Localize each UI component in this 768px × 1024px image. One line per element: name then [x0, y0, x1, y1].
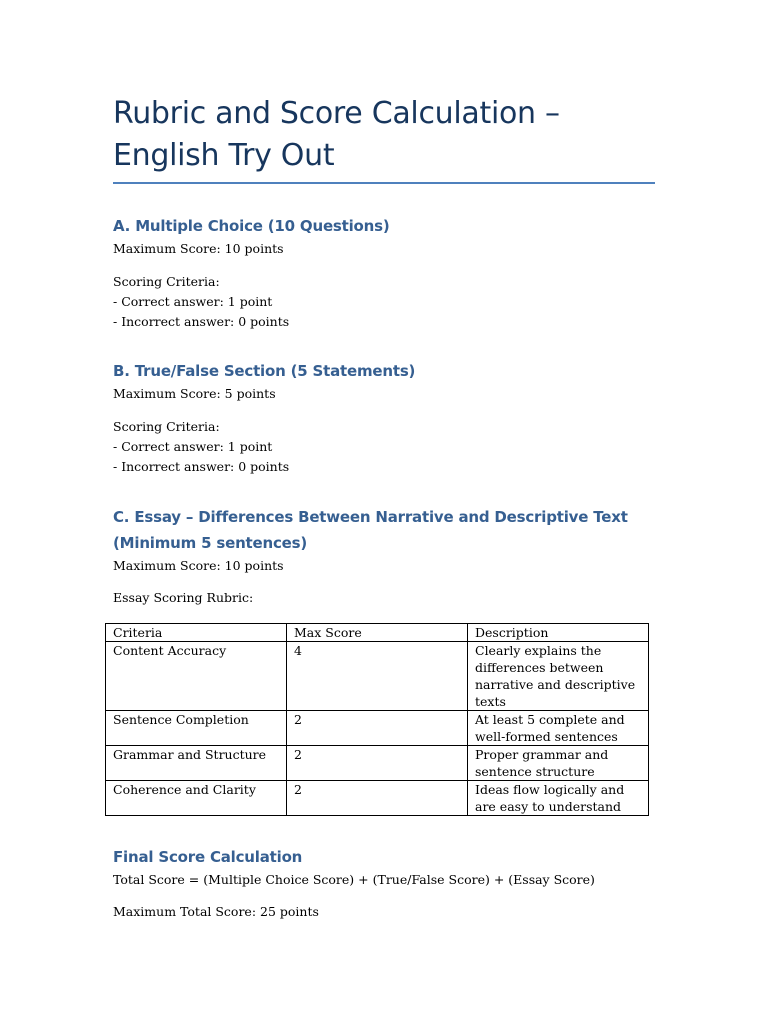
table-cell-max-score: 2: [287, 746, 468, 781]
table-cell-description: Clearly explains the differences between narrative and descriptive texts: [468, 642, 649, 711]
table-cell-criteria: Content Accuracy: [106, 642, 287, 711]
table-cell-criteria: Coherence and Clarity: [106, 781, 287, 816]
title-underline: [113, 182, 655, 184]
section-b-criterion-incorrect: - Incorrect answer: 0 points: [113, 459, 290, 474]
essay-rubric-table: [105, 623, 649, 816]
final-max-total-score: Maximum Total Score: 25 points: [113, 904, 319, 919]
section-c-heading: C. Essay – Differences Between Narrative and Descriptive Text (Minimum 5 sentences): [113, 508, 628, 552]
section-c-max-score: Maximum Score: 10 points: [113, 558, 284, 573]
final-score-heading: Final Score Calculation: [113, 848, 303, 866]
table-cell-max-score: 2: [287, 711, 468, 746]
section-a-max-score: Maximum Score: 10 points: [113, 241, 284, 256]
document-title: Rubric and Score Calculation – English Try Out: [113, 96, 560, 173]
section-c-rubric-label: Essay Scoring Rubric:: [113, 590, 254, 605]
column-header-criteria: Criteria: [106, 624, 287, 642]
column-header-description: Description: [468, 624, 649, 642]
section-b-heading: B. True/False Section (5 Statements): [113, 362, 416, 380]
table-cell-description: At least 5 complete and well-formed sentences: [468, 711, 649, 746]
section-a-criterion-correct: - Correct answer: 1 point: [113, 294, 273, 309]
table-row: [106, 746, 649, 781]
section-a-criteria-label: Scoring Criteria:: [113, 274, 220, 289]
table-header-row: [106, 624, 649, 642]
section-b-criterion-correct: - Correct answer: 1 point: [113, 439, 273, 454]
table-cell-criteria: Sentence Completion: [106, 711, 287, 746]
final-score-formula: Total Score = (Multiple Choice Score) + (True/False Score) + (Essay Score): [113, 872, 595, 887]
column-header-max-score: Max Score: [287, 624, 468, 642]
section-b-criteria-label: Scoring Criteria:: [113, 419, 220, 434]
table-cell-description: Proper grammar and sentence structure: [468, 746, 649, 781]
section-a-heading: A. Multiple Choice (10 Questions): [113, 217, 390, 235]
table-row: [106, 642, 649, 711]
table-cell-criteria: Grammar and Structure: [106, 746, 287, 781]
table-cell-max-score: 4: [287, 642, 468, 711]
section-b-max-score: Maximum Score: 5 points: [113, 386, 276, 401]
table-cell-max-score: 2: [287, 781, 468, 816]
table-row: [106, 781, 649, 816]
table-cell-description: Ideas flow logically and are easy to understand: [468, 781, 649, 816]
table-row: [106, 711, 649, 746]
section-a-criterion-incorrect: - Incorrect answer: 0 points: [113, 314, 290, 329]
